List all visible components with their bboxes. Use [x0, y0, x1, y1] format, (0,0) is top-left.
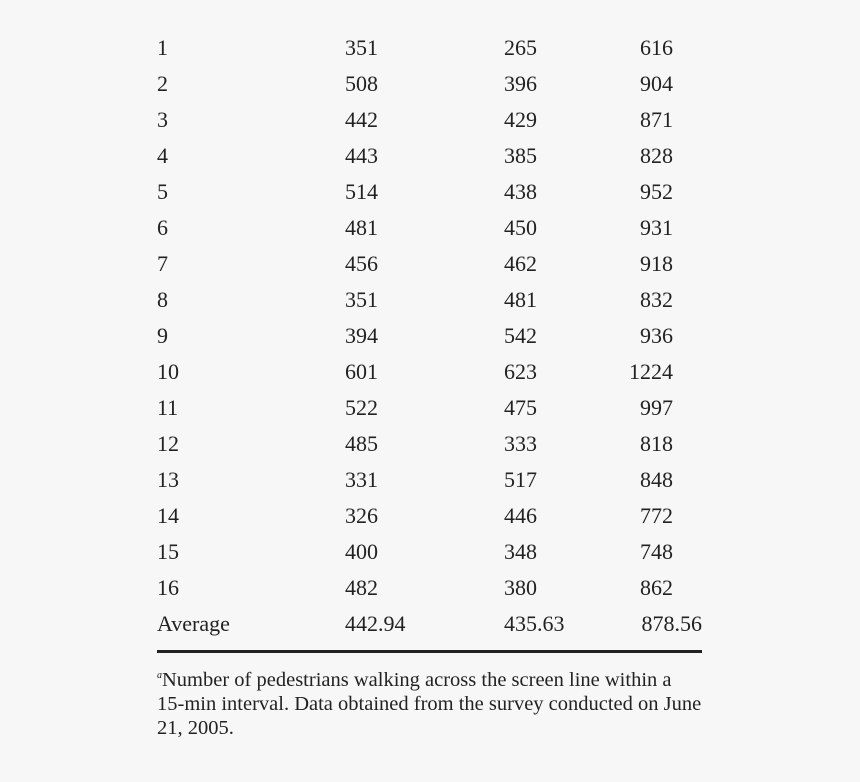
table-row	[157, 534, 702, 570]
table-row	[157, 174, 702, 210]
cell-interval: 15	[157, 539, 179, 564]
table-row	[157, 354, 702, 390]
cell-total: 936	[640, 323, 673, 348]
cell-count-b: 348	[504, 539, 537, 564]
table-row	[157, 570, 702, 606]
average-total: 878.56	[641, 611, 702, 636]
cell-interval: 7	[157, 251, 168, 276]
cell-total: 918	[640, 251, 673, 276]
cell-count-a: 394	[345, 323, 378, 348]
cell-total: 772	[640, 503, 673, 528]
cell-interval: 5	[157, 179, 168, 204]
table-footnote	[157, 668, 702, 740]
cell-count-b: 475	[504, 395, 537, 420]
cell-count-b: 429	[504, 107, 537, 132]
cell-total: 748	[640, 539, 673, 564]
cell-count-b: 446	[504, 503, 537, 528]
cell-count-a: 482	[345, 575, 378, 600]
cell-count-a: 351	[345, 287, 378, 312]
cell-interval: 6	[157, 215, 168, 240]
table-row	[157, 426, 702, 462]
cell-total: 871	[640, 107, 673, 132]
footnote-marker: a	[157, 670, 162, 681]
table-row	[157, 246, 702, 282]
table-row	[157, 30, 702, 66]
cell-total: 862	[640, 575, 673, 600]
cell-count-b: 438	[504, 179, 537, 204]
cell-total: 904	[640, 71, 673, 96]
cell-count-a: 485	[345, 431, 378, 456]
data-table	[157, 30, 702, 642]
cell-total: 952	[640, 179, 673, 204]
cell-count-b: 396	[504, 71, 537, 96]
table-row	[157, 462, 702, 498]
cell-count-b: 380	[504, 575, 537, 600]
cell-count-a: 601	[345, 359, 378, 384]
cell-count-a: 456	[345, 251, 378, 276]
cell-count-a: 514	[345, 179, 378, 204]
cell-count-a: 326	[345, 503, 378, 528]
cell-total: 616	[640, 35, 673, 60]
cell-count-b: 517	[504, 467, 537, 492]
table-row	[157, 390, 702, 426]
cell-count-a: 400	[345, 539, 378, 564]
cell-count-b: 385	[504, 143, 537, 168]
cell-interval: 16	[157, 575, 179, 600]
cell-interval: 2	[157, 71, 168, 96]
cell-interval: 14	[157, 503, 179, 528]
footnote-text: Number of pedestrians walking across the screen line within a 15-min interval. Data obtained from the survey conducted on June 21, 2005.	[157, 669, 702, 739]
cell-count-b: 623	[504, 359, 537, 384]
cell-count-b: 481	[504, 287, 537, 312]
cell-count-a: 522	[345, 395, 378, 420]
cell-count-b: 333	[504, 431, 537, 456]
cell-total: 1224	[629, 359, 673, 384]
average-count-a: 442.94	[345, 611, 406, 636]
table-bottom-rule	[157, 650, 702, 653]
cell-total: 828	[640, 143, 673, 168]
cell-count-a: 481	[345, 215, 378, 240]
cell-total: 931	[640, 215, 673, 240]
table-row	[157, 138, 702, 174]
average-count-b: 435.63	[504, 611, 565, 636]
table-row	[157, 282, 702, 318]
table-row	[157, 66, 702, 102]
table-row	[157, 102, 702, 138]
average-label: Average	[157, 611, 230, 636]
cell-count-a: 443	[345, 143, 378, 168]
cell-interval: 13	[157, 467, 179, 492]
cell-interval: 11	[157, 395, 179, 420]
table-row	[157, 318, 702, 354]
cell-interval: 12	[157, 431, 179, 456]
cell-interval: 9	[157, 323, 168, 348]
cell-total: 818	[640, 431, 673, 456]
cell-count-b: 542	[504, 323, 537, 348]
cell-interval: 4	[157, 143, 168, 168]
cell-count-a: 351	[345, 35, 378, 60]
cell-count-b: 265	[504, 35, 537, 60]
cell-count-a: 442	[345, 107, 378, 132]
average-row	[157, 606, 702, 642]
cell-count-b: 462	[504, 251, 537, 276]
table-row	[157, 498, 702, 534]
cell-count-a: 508	[345, 71, 378, 96]
table-row	[157, 210, 702, 246]
cell-total: 997	[640, 395, 673, 420]
cell-count-b: 450	[504, 215, 537, 240]
cell-total: 832	[640, 287, 673, 312]
cell-interval: 10	[157, 359, 179, 384]
cell-total: 848	[640, 467, 673, 492]
cell-count-a: 331	[345, 467, 378, 492]
cell-interval: 3	[157, 107, 168, 132]
cell-interval: 8	[157, 287, 168, 312]
cell-interval: 1	[157, 35, 168, 60]
